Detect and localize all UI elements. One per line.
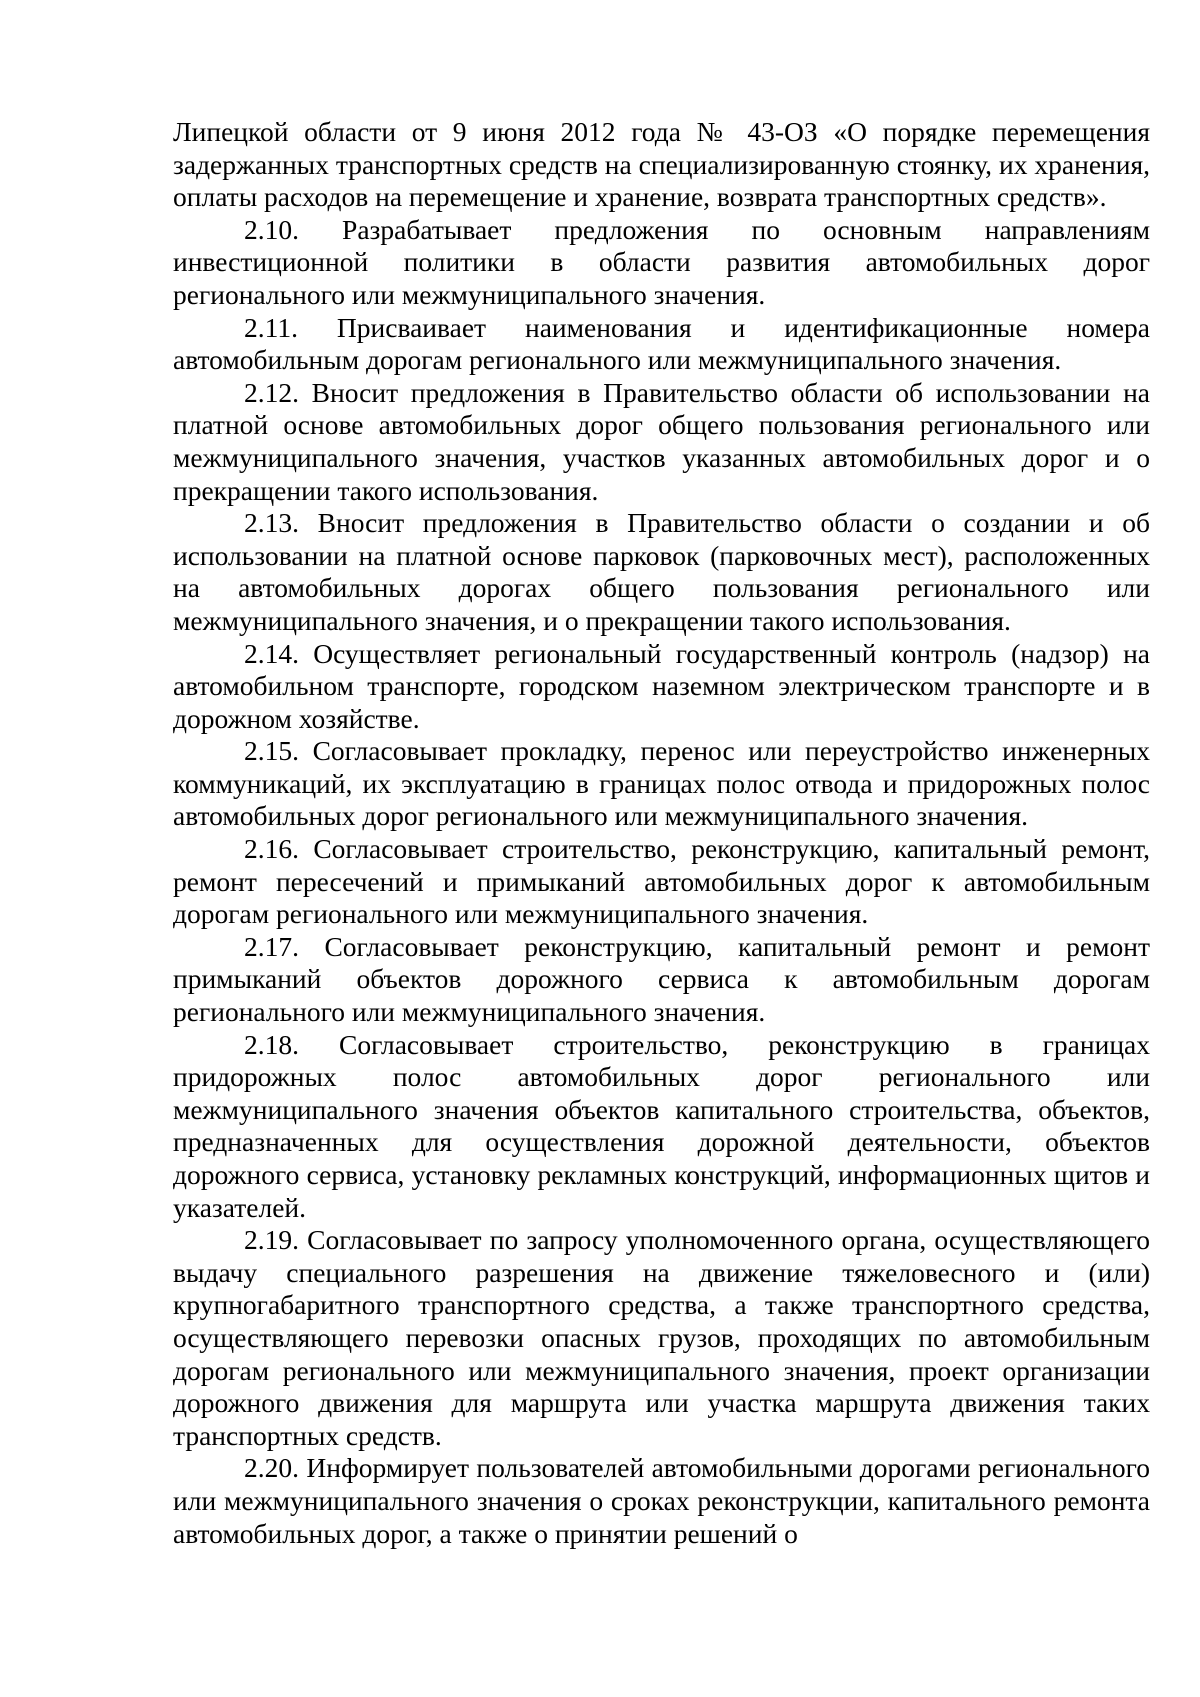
paragraph-continuation: Липецкой области от 9 июня 2012 года № 43-ОЗ «О порядке перемещения задержанных транспортных средств на специализированную стоянку, их хранения, оплаты расходов на перемещение и хранение, возврата транспортных средств». — [173, 116, 1150, 213]
paragraph-2-18: 2.18. Согласовывает строительство, реконструкцию в границах придорожных полос автомобильных дорог регионального или межмуниципального значения объектов капитального строительства, объектов, предназначенных для осуществления дорожной деятельности, объектов дорожного сервиса, установку рекламных конструкций, информационных щитов и указателей. — [173, 1028, 1150, 1223]
paragraph-2-15: 2.15. Согласовывает прокладку, перенос или переустройство инженерных коммуникаций, их эксплуатацию в границах полос отвода и придорожных полос автомобильных дорог регионального или межмуниципального значения. — [173, 735, 1150, 832]
paragraph-2-11: 2.11. Присваивает наименования и идентификационные номера автомобильным дорогам регионального или межмуниципального значения. — [173, 311, 1150, 376]
paragraph-2-16: 2.16. Согласовывает строительство, реконструкцию, капитальный ремонт, ремонт пересечений и примыканий автомобильных дорог к автомобильным дорогам регионального или межмуниципального значения. — [173, 833, 1150, 930]
paragraph-2-13: 2.13. Вносит предложения в Правительство области о создании и об использовании на платной основе парковок (парковочных мест), расположенных на автомобильных дорогах общего пользования регионального или межмуниципального значения, и о прекращении такого использования. — [173, 507, 1150, 636]
paragraph-2-19: 2.19. Согласовывает по запросу уполномоченного органа, осуществляющего выдачу специального разрешения на движение тяжеловесного и (или) крупногабаритного транспортного средства, а также транспортного средства, осуществляющего перевозки опасных грузов, проходящих по автомобильным дорогам регионального или межмуниципального значения, проект организации дорожного движения для маршрута или участка маршрута движения таких транспортных средств. — [173, 1224, 1150, 1451]
paragraph-2-12: 2.12. Вносит предложения в Правительство области об использовании на платной основе автомобильных дорог общего пользования регионального или межмуниципального значения, участков указанных автомобильных дорог и о прекращении такого использования. — [173, 376, 1150, 506]
document-text — [173, 116, 1150, 1550]
paragraph-2-10: 2.10. Разрабатывает предложения по основным направлениям инвестиционной политики в области развития автомобильных дорог регионального или межмуниципального значения. — [173, 213, 1150, 310]
paragraph-2-20: 2.20. Информирует пользователей автомобильными дорогами регионального или межмуниципального значения о сроках реконструкции, капитального ремонта автомобильных дорог, а также о принятии решений о — [173, 1452, 1150, 1549]
paragraph-2-14: 2.14. Осуществляет региональный государственный контроль (надзор) на автомобильном транспорте, городском наземном электрическом транспорте и в дорожном хозяйстве. — [173, 637, 1150, 734]
paragraph-2-17: 2.17. Согласовывает реконструкцию, капитальный ремонт и ремонт примыканий объектов дорожного сервиса к автомобильным дорогам регионального или межмуниципального значения. — [173, 930, 1150, 1028]
